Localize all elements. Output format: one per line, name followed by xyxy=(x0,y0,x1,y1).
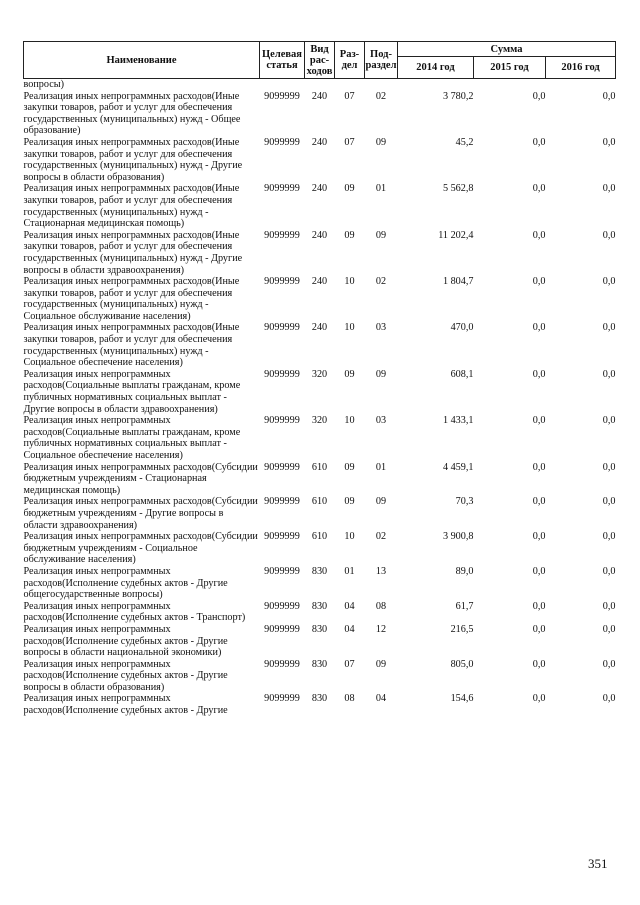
table-row xyxy=(24,415,616,461)
row-subsection: 09 xyxy=(375,496,387,508)
row-sum-2016: 0,0 xyxy=(602,368,616,380)
header-target: Целевая статья xyxy=(260,42,305,79)
row-target: 9099999 xyxy=(264,229,300,241)
row-subsection: 03 xyxy=(375,415,387,427)
row-sum-2016: 0,0 xyxy=(602,623,616,635)
row-sum-2015: 0,0 xyxy=(532,136,546,148)
row-name: Реализация иных непрограммных расходов(Иные закупки товаров, работ и услуг для обеспечения государственных (муниципальных) нужд - Другие вопросы в области здравоохранения) xyxy=(23,229,243,276)
row-subsection: 08 xyxy=(375,600,387,612)
row-sum-2015: 0,0 xyxy=(532,496,546,508)
table-row xyxy=(24,369,616,415)
row-target: 9099999 xyxy=(264,415,300,427)
table-row xyxy=(24,566,616,601)
row-name: Реализация иных непрограммных расходов(Социальные выплаты гражданам, кроме публичных нормативных социальных выплат - Социальное обеспечение населения) xyxy=(23,415,241,461)
header-section: Раз- дел xyxy=(335,42,365,79)
row-subsection: 09 xyxy=(375,368,387,380)
row-sum-2015: 0,0 xyxy=(532,415,546,427)
row-name: Реализация иных непрограммных расходов(Иные закупки товаров, работ и услуг для обеспечения государственных (муниципальных) нужд - Другие вопросы в области образования) xyxy=(23,136,243,183)
row-sum-2015: 0,0 xyxy=(532,229,546,241)
row-section: 04 xyxy=(344,623,355,635)
row-sum-2016: 0,0 xyxy=(602,276,616,288)
row-sum-2015: 0,0 xyxy=(532,322,546,334)
table-body xyxy=(24,79,616,717)
row-sum-2014: 805,0 xyxy=(450,658,474,670)
header-sum: Сумма xyxy=(398,42,616,57)
row-sum-2016: 0,0 xyxy=(602,693,616,705)
row-name: Реализация иных непрограммных расходов(Иные закупки товаров, работ и услуг для обеспечения государственных (муниципальных) нужд - Стационарная медицинская помощь) xyxy=(23,183,240,230)
header-name: Наименование xyxy=(24,42,260,79)
row-sum-2014: 3 900,8 xyxy=(442,531,474,543)
table-row xyxy=(24,659,616,694)
row-sum-2014: 89,0 xyxy=(455,565,474,577)
row-sum-2016: 0,0 xyxy=(602,322,616,334)
row-subsection: 09 xyxy=(375,136,387,148)
row-sum-2014: 1 433,1 xyxy=(442,415,474,427)
row-type: 830 xyxy=(311,693,328,705)
row-sum-2016: 0,0 xyxy=(602,600,616,612)
table-row xyxy=(24,137,616,183)
row-name: Реализация иных непрограммных расходов(Субсидии бюджетным учреждениям - Стационарная медицинская помощь) xyxy=(23,461,258,496)
row-name: Реализация иных непрограммных расходов(Социальные выплаты гражданам, кроме публичных нормативных социальных выплат - Другие вопросы в области здравоохранения) xyxy=(23,368,241,415)
row-section: 09 xyxy=(344,368,355,380)
row-section: 10 xyxy=(344,531,355,543)
row-type: 830 xyxy=(311,658,328,670)
row-name: Реализация иных непрограммных расходов(Иные закупки товаров, работ и услуг для обеспечения государственных (муниципальных) нужд - Социальное обслуживание населения) xyxy=(23,276,240,322)
row-section: 09 xyxy=(344,229,355,241)
row-target: 9099999 xyxy=(264,565,300,577)
row-section: 10 xyxy=(344,322,355,334)
row-section: 10 xyxy=(344,415,355,427)
row-sum-2016: 0,0 xyxy=(602,90,616,102)
row-subsection: 12 xyxy=(375,623,387,635)
row-target: 9099999 xyxy=(264,693,300,705)
row-sum-2014: 216,5 xyxy=(450,623,474,635)
row-target: 9099999 xyxy=(264,183,300,195)
row-sum-2014: 608,1 xyxy=(450,368,474,380)
row-type: 830 xyxy=(311,623,328,635)
row-type: 830 xyxy=(311,565,328,577)
row-section: 09 xyxy=(344,183,355,195)
row-name: Реализация иных непрограммных расходов(Иные закупки товаров, работ и услуг для обеспечения государственных (муниципальных) нужд - Социальное обеспечение населения) xyxy=(23,322,240,369)
table-row xyxy=(24,91,616,137)
table-header xyxy=(24,42,616,79)
row-sum-2015: 0,0 xyxy=(532,183,546,195)
table-row xyxy=(24,693,616,716)
row-section: 07 xyxy=(344,658,355,670)
row-subsection: 02 xyxy=(375,276,387,288)
table-row xyxy=(24,322,616,368)
row-sum-2016: 0,0 xyxy=(602,565,616,577)
row-sum-2014: 4 459,1 xyxy=(442,461,474,473)
row-target: 9099999 xyxy=(264,368,300,380)
row-name: Реализация иных непрограммных расходов(Иные закупки товаров, работ и услуг для обеспечения государственных (муниципальных) нужд - Общее образование) xyxy=(23,90,241,137)
table-row xyxy=(24,624,616,659)
row-sum-2016: 0,0 xyxy=(602,415,616,427)
header-2014: 2014 год xyxy=(398,57,474,79)
row-name: Реализация иных непрограммных расходов(Исполнение судебных актов - Другие вопросы в области национальной экономики) xyxy=(23,623,228,659)
row-sum-2016: 0,0 xyxy=(602,658,616,670)
row-target: 9099999 xyxy=(264,658,300,670)
row-section: 04 xyxy=(344,600,355,612)
row-name: Реализация иных непрограммных расходов(Субсидии бюджетным учреждениям - Другие вопросы в области здравоохранения) xyxy=(23,496,258,531)
header-2015: 2015 год xyxy=(474,57,546,79)
row-name: Реализация иных непрограммных расходов(Субсидии бюджетным учреждениям - Социальное обслуживание населения) xyxy=(23,531,258,566)
row-sum-2015: 0,0 xyxy=(532,276,546,288)
row-sum-2015: 0,0 xyxy=(532,461,546,473)
table-row xyxy=(24,496,616,531)
row-subsection: 01 xyxy=(375,183,387,195)
row-target: 9099999 xyxy=(264,600,300,612)
row-type: 240 xyxy=(311,183,328,195)
row-subsection: 09 xyxy=(375,229,387,241)
table-row xyxy=(24,462,616,497)
row-sum-2014: 5 562,8 xyxy=(442,183,474,195)
row-target: 9099999 xyxy=(264,90,300,102)
row-target: 9099999 xyxy=(264,496,300,508)
row-type: 240 xyxy=(311,322,328,334)
header-type: Вид рас- ходов xyxy=(305,42,335,79)
budget-table xyxy=(23,41,616,717)
row-sum-2014: 11 202,4 xyxy=(438,229,474,241)
row-name: Реализация иных непрограммных расходов(Исполнение судебных актов - Транспорт) xyxy=(23,600,246,624)
row-section: 08 xyxy=(344,693,355,705)
row-name: вопросы) xyxy=(23,79,64,90)
table-row xyxy=(24,183,616,229)
row-target: 9099999 xyxy=(264,322,300,334)
row-target: 9099999 xyxy=(264,461,300,473)
row-subsection: 02 xyxy=(375,90,387,102)
row-sum-2015: 0,0 xyxy=(532,565,546,577)
table-row xyxy=(24,79,616,91)
row-sum-2015: 0,0 xyxy=(532,600,546,612)
row-sum-2014: 45,2 xyxy=(455,136,474,148)
row-target: 9099999 xyxy=(264,531,300,543)
row-sum-2016: 0,0 xyxy=(602,496,616,508)
row-type: 320 xyxy=(311,415,328,427)
row-name: Реализация иных непрограммных расходов(Исполнение судебных актов - Другие вопросы в области образования) xyxy=(23,658,228,693)
row-type: 320 xyxy=(311,368,328,380)
row-subsection: 04 xyxy=(375,693,387,705)
row-section: 01 xyxy=(344,565,355,577)
row-sum-2014: 61,7 xyxy=(455,600,474,612)
row-name: Реализация иных непрограммных расходов(Исполнение судебных актов - Другие xyxy=(23,693,228,717)
row-sum-2015: 0,0 xyxy=(532,531,546,543)
table-row xyxy=(24,230,616,276)
row-sum-2014: 154,6 xyxy=(450,693,474,705)
header-2016: 2016 год xyxy=(546,57,616,79)
row-section: 09 xyxy=(344,496,355,508)
row-type: 610 xyxy=(311,531,328,543)
table-row xyxy=(24,276,616,322)
row-subsection: 09 xyxy=(375,658,387,670)
row-type: 240 xyxy=(311,276,328,288)
header-subsection: Под- раздел xyxy=(365,42,398,79)
row-sum-2015: 0,0 xyxy=(532,623,546,635)
row-sum-2016: 0,0 xyxy=(602,183,616,195)
row-type: 830 xyxy=(311,600,328,612)
row-type: 610 xyxy=(311,461,328,473)
row-section: 07 xyxy=(344,90,355,102)
row-name: Реализация иных непрограммных расходов(Исполнение судебных актов - Другие общегосударственные вопросы) xyxy=(23,565,228,601)
row-target: 9099999 xyxy=(264,623,300,635)
row-sum-2014: 1 804,7 xyxy=(442,276,474,288)
row-type: 240 xyxy=(311,229,328,241)
row-sum-2016: 0,0 xyxy=(602,531,616,543)
row-section: 10 xyxy=(344,276,355,288)
row-sum-2016: 0,0 xyxy=(602,229,616,241)
row-target: 9099999 xyxy=(264,276,300,288)
row-sum-2014: 3 780,2 xyxy=(442,90,474,102)
row-subsection: 03 xyxy=(375,322,387,334)
row-subsection: 01 xyxy=(375,461,387,473)
row-sum-2015: 0,0 xyxy=(532,693,546,705)
row-sum-2016: 0,0 xyxy=(602,136,616,148)
row-sum-2014: 470,0 xyxy=(450,322,474,334)
row-sum-2015: 0,0 xyxy=(532,368,546,380)
row-section: 07 xyxy=(344,136,355,148)
row-type: 240 xyxy=(311,90,328,102)
row-subsection: 02 xyxy=(375,531,387,543)
row-sum-2014: 70,3 xyxy=(455,496,474,508)
row-sum-2015: 0,0 xyxy=(532,90,546,102)
row-sum-2015: 0,0 xyxy=(532,658,546,670)
row-type: 240 xyxy=(311,136,328,148)
row-target: 9099999 xyxy=(264,136,300,148)
page-number: 351 xyxy=(588,856,608,871)
row-subsection: 13 xyxy=(375,565,387,577)
table-row xyxy=(24,531,616,566)
row-section: 09 xyxy=(344,461,355,473)
row-sum-2016: 0,0 xyxy=(602,461,616,473)
row-type: 610 xyxy=(311,496,328,508)
table-row xyxy=(24,601,616,624)
